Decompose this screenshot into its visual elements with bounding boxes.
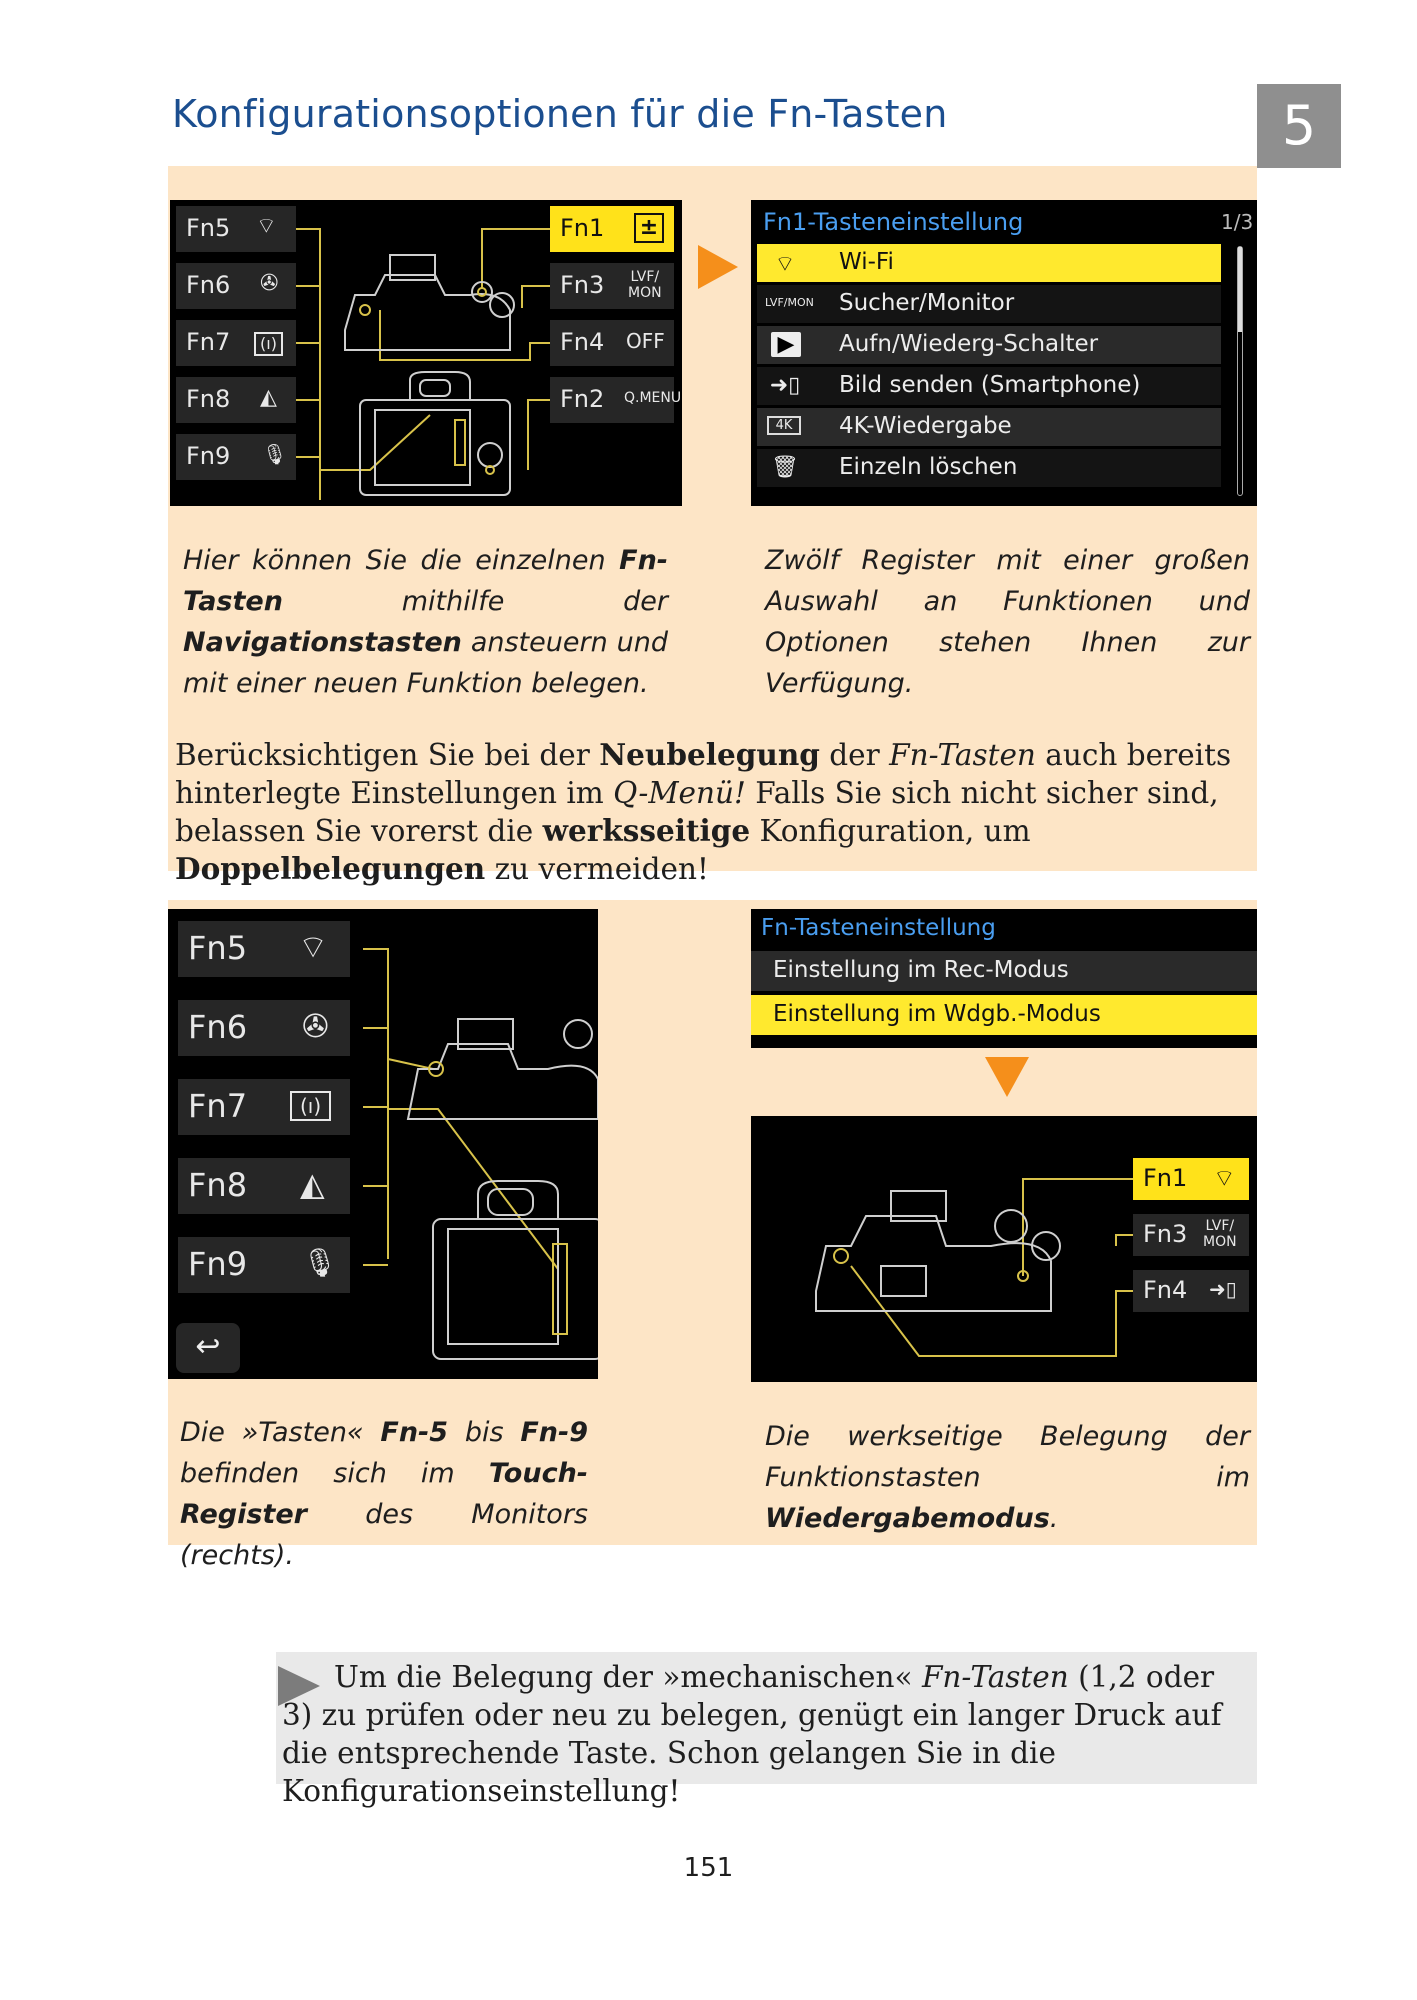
- send-smartphone-icon: ➜▯: [1209, 1277, 1237, 1301]
- fn1-button[interactable]: [550, 206, 674, 252]
- fn-label: Fn7: [188, 1087, 248, 1125]
- page-title: Konfigurationsoptionen für die Fn-Tasten: [172, 92, 948, 136]
- fn6-touch-button[interactable]: [178, 1000, 350, 1056]
- fn2-button[interactable]: [550, 377, 682, 423]
- fn8-touch-button[interactable]: [178, 1158, 350, 1214]
- fn-settings-mode-screen: [751, 909, 1257, 1048]
- microphone-icon: 🎙: [262, 442, 288, 466]
- lvf-mon-icon: LVF/ MON: [1203, 1218, 1237, 1250]
- off-value: OFF: [626, 329, 665, 353]
- scrollbar-thumb[interactable]: [1238, 247, 1242, 332]
- lvf-mon-icon: LVF/MON: [765, 296, 814, 309]
- caption-touch-register: Die »Tasten« Fn-5 bis Fn-9 befinden sich im Touch-Register des Monitors (rechts).: [180, 1417, 589, 1571]
- fn9-touch-button[interactable]: [178, 1237, 350, 1293]
- fn-label: Fn6: [186, 271, 231, 299]
- fn-label: Fn9: [186, 442, 231, 470]
- fn3-button[interactable]: [550, 263, 674, 309]
- fn-label: Fn8: [186, 385, 231, 413]
- fn-label: Fn2: [560, 385, 605, 413]
- touch-register-screen: [168, 909, 598, 1379]
- menu-item-label: Einstellung im Rec-Modus: [773, 957, 1069, 983]
- menu-item-delete-single[interactable]: [757, 449, 1221, 487]
- q-menu-value: Q.MENU: [624, 390, 682, 406]
- fn-label: Fn5: [188, 929, 248, 967]
- fn-label: Fn7: [186, 328, 231, 356]
- send-smartphone-icon: ➜▯: [769, 373, 801, 398]
- wifi-icon: ⌔: [1213, 1164, 1236, 1192]
- fn6-button[interactable]: [176, 263, 296, 309]
- histogram-icon: ◭: [260, 385, 277, 410]
- fn-button-overview-screen: [170, 200, 682, 506]
- page-indicator: 1/3: [1221, 210, 1254, 234]
- 4k-playback-icon: 4K: [767, 416, 801, 435]
- fn1-settings-screen: [751, 200, 1257, 506]
- fn5-button[interactable]: [176, 206, 296, 252]
- fn7-button[interactable]: [176, 320, 296, 366]
- caption-registers: Zwölf Register mit einer großen Auswahl an Funktionen und Optionen stehen Ihnen zur Verfügung.: [765, 545, 1250, 699]
- fn-label: Fn1: [560, 214, 605, 242]
- camera-diagram: [168, 909, 598, 1379]
- menu-item-label: Aufn/Wiederg-Schalter: [839, 331, 1099, 357]
- aperture-icon: ✇: [260, 271, 279, 296]
- stabilizer-icon: (ı): [290, 1091, 331, 1121]
- arrow-down-icon: [985, 1057, 1029, 1097]
- fn-label: Fn3: [560, 271, 605, 299]
- menu-item-4k-playback[interactable]: [757, 408, 1221, 446]
- caption-fn-buttons: Hier können Sie die einzelnen Fn-Tasten mithilfe der Navigationstasten ansteuern und mit einer neuen Funktion belegen.: [183, 545, 668, 699]
- histogram-icon: ◭: [300, 1165, 325, 1203]
- menu-item-label: Sucher/Monitor: [839, 290, 1015, 316]
- chapter-tab: 5: [1257, 84, 1341, 168]
- menu-item-rec-play-switch[interactable]: [757, 326, 1221, 364]
- fn-label: Fn4: [1143, 1276, 1188, 1304]
- fn8-button[interactable]: [176, 377, 296, 423]
- back-icon: ↩: [195, 1329, 221, 1364]
- fn-label: Fn6: [188, 1008, 248, 1046]
- scrollbar[interactable]: [1237, 246, 1243, 496]
- menu-item-wifi[interactable]: [757, 244, 1221, 282]
- menu-item-label: Bild senden (Smartphone): [839, 372, 1141, 398]
- menu-item-send-smartphone[interactable]: [757, 367, 1221, 405]
- microphone-icon: 🎙: [302, 1246, 338, 1279]
- menu-item-playback-mode[interactable]: [751, 995, 1257, 1035]
- menu-item-viewfinder-monitor[interactable]: [757, 285, 1221, 323]
- fn-label: Fn3: [1143, 1220, 1188, 1248]
- menu-item-label: 4K-Wiedergabe: [839, 413, 1012, 439]
- lvf-mon-icon: LVF/ MON: [628, 269, 662, 301]
- caption-playback-mode: Die werkseitige Belegung der Funktionstasten im Wiedergabemodus.: [765, 1421, 1250, 1534]
- menu-item-label: Einstellung im Wdgb.-Modus: [773, 1001, 1101, 1027]
- aperture-icon: ✇: [302, 1007, 329, 1045]
- fn-label: Fn1: [1143, 1164, 1188, 1192]
- fn5-touch-button[interactable]: [178, 921, 350, 977]
- fn4-playback-button[interactable]: [1133, 1270, 1249, 1312]
- playback-fn-screen: [751, 1116, 1257, 1382]
- wifi-icon: ⌔: [256, 214, 277, 239]
- tip-box: [276, 1652, 1257, 1808]
- menu-title: Fn1-Tasteneinstellung: [763, 208, 1024, 236]
- fn9-button[interactable]: [176, 434, 296, 480]
- menu-title: Fn-Tasteneinstellung: [761, 915, 996, 941]
- fn-label: Fn8: [188, 1166, 248, 1204]
- tip-text: Um die Belegung der »mechanischen« Fn-Tasten (1,2 oder 3) zu prüfen oder neu zu belegen, genügt ein langer Druck auf die entsprechende Taste. Schon gelangen Sie in die Konfigurationseinstellung!: [282, 1660, 1222, 1808]
- stabilizer-icon: (ı): [254, 332, 283, 356]
- fn7-touch-button[interactable]: [178, 1079, 350, 1135]
- menu-item-label: Wi-Fi: [839, 249, 894, 275]
- play-icon: ▶: [771, 332, 801, 357]
- exposure-compensation-icon: ±: [634, 213, 664, 243]
- fn-label: Fn4: [560, 328, 605, 356]
- fn4-button[interactable]: [550, 320, 674, 366]
- wifi-icon: ⌔: [774, 252, 796, 277]
- fn3-playback-button[interactable]: [1133, 1214, 1249, 1256]
- fn-label: Fn5: [186, 214, 231, 242]
- page-number: 151: [683, 1853, 734, 1883]
- arrow-right-icon: [698, 245, 738, 289]
- menu-item-rec-mode[interactable]: [751, 951, 1257, 991]
- body-paragraph: Berücksichtigen Sie bei der Neubelegung der Fn-Tasten auch bereits hinterlegte Einstellungen im Q-Menü! Falls Sie sich nicht sicher sind, belassen Sie vorerst die werksseitige Konfiguration, um Doppelbelegungen zu vermeiden!: [175, 737, 1232, 886]
- menu-item-label: Einzeln löschen: [839, 454, 1018, 480]
- fn-label: Fn9: [188, 1245, 248, 1283]
- back-button[interactable]: [176, 1323, 240, 1373]
- trash-icon: 🗑: [771, 455, 799, 480]
- wifi-icon: ⌔: [298, 928, 329, 966]
- fn1-playback-button[interactable]: [1133, 1158, 1249, 1200]
